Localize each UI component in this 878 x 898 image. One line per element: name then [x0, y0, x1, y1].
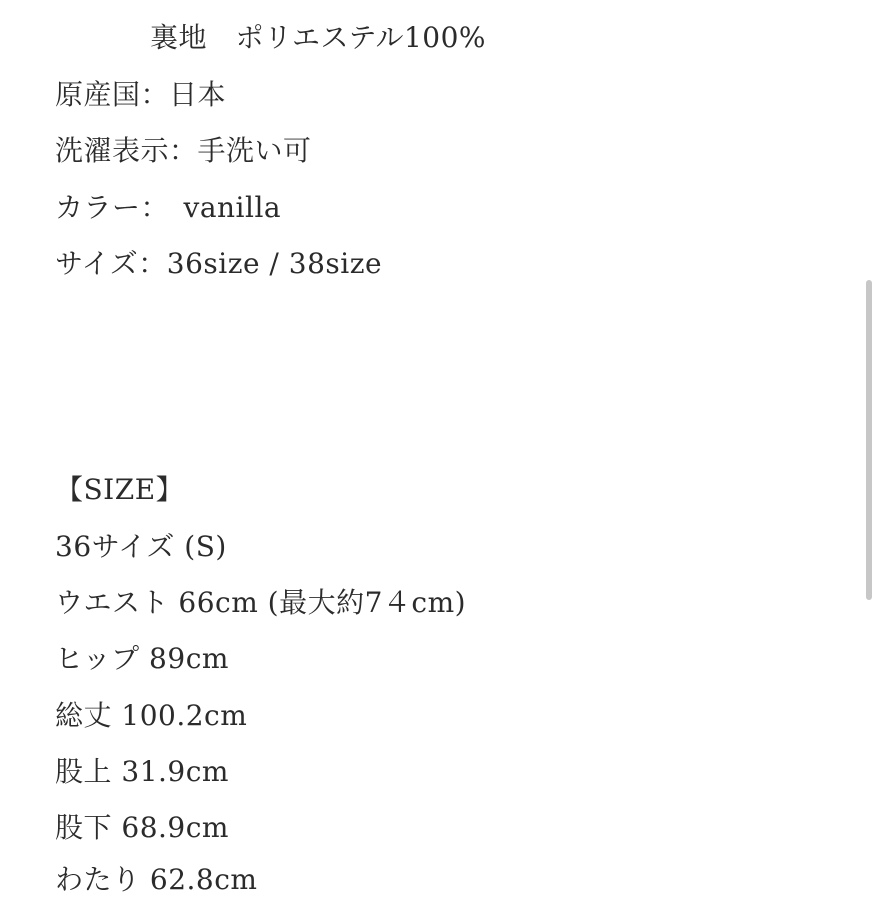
hip-measurement: ヒップ 89cm: [55, 642, 229, 675]
rise-measurement: 股上 31.9cm: [55, 755, 229, 788]
total-length-measurement: 総丈 100.2cm: [55, 699, 248, 732]
thigh-measurement: わたり 62.8cm: [55, 863, 258, 896]
vertical-scrollbar[interactable]: [866, 0, 874, 878]
scrollbar-thumb[interactable]: [866, 280, 872, 600]
size-36-label: 36サイズ (S): [55, 530, 227, 563]
color-text: カラー： vanilla: [55, 191, 282, 224]
washing-instructions-text: 洗濯表示：手洗い可: [55, 134, 312, 167]
lining-material-text: 裏地 ポリエステル100%: [150, 21, 487, 54]
available-sizes-text: サイズ：36size / 38size: [55, 247, 383, 280]
waist-measurement: ウエスト 66cm (最大約7４cm): [55, 586, 467, 619]
size-section-heading: 【SIZE】: [55, 473, 185, 506]
country-of-origin-text: 原産国：日本: [55, 78, 227, 111]
inseam-measurement: 股下 68.9cm: [55, 811, 229, 844]
